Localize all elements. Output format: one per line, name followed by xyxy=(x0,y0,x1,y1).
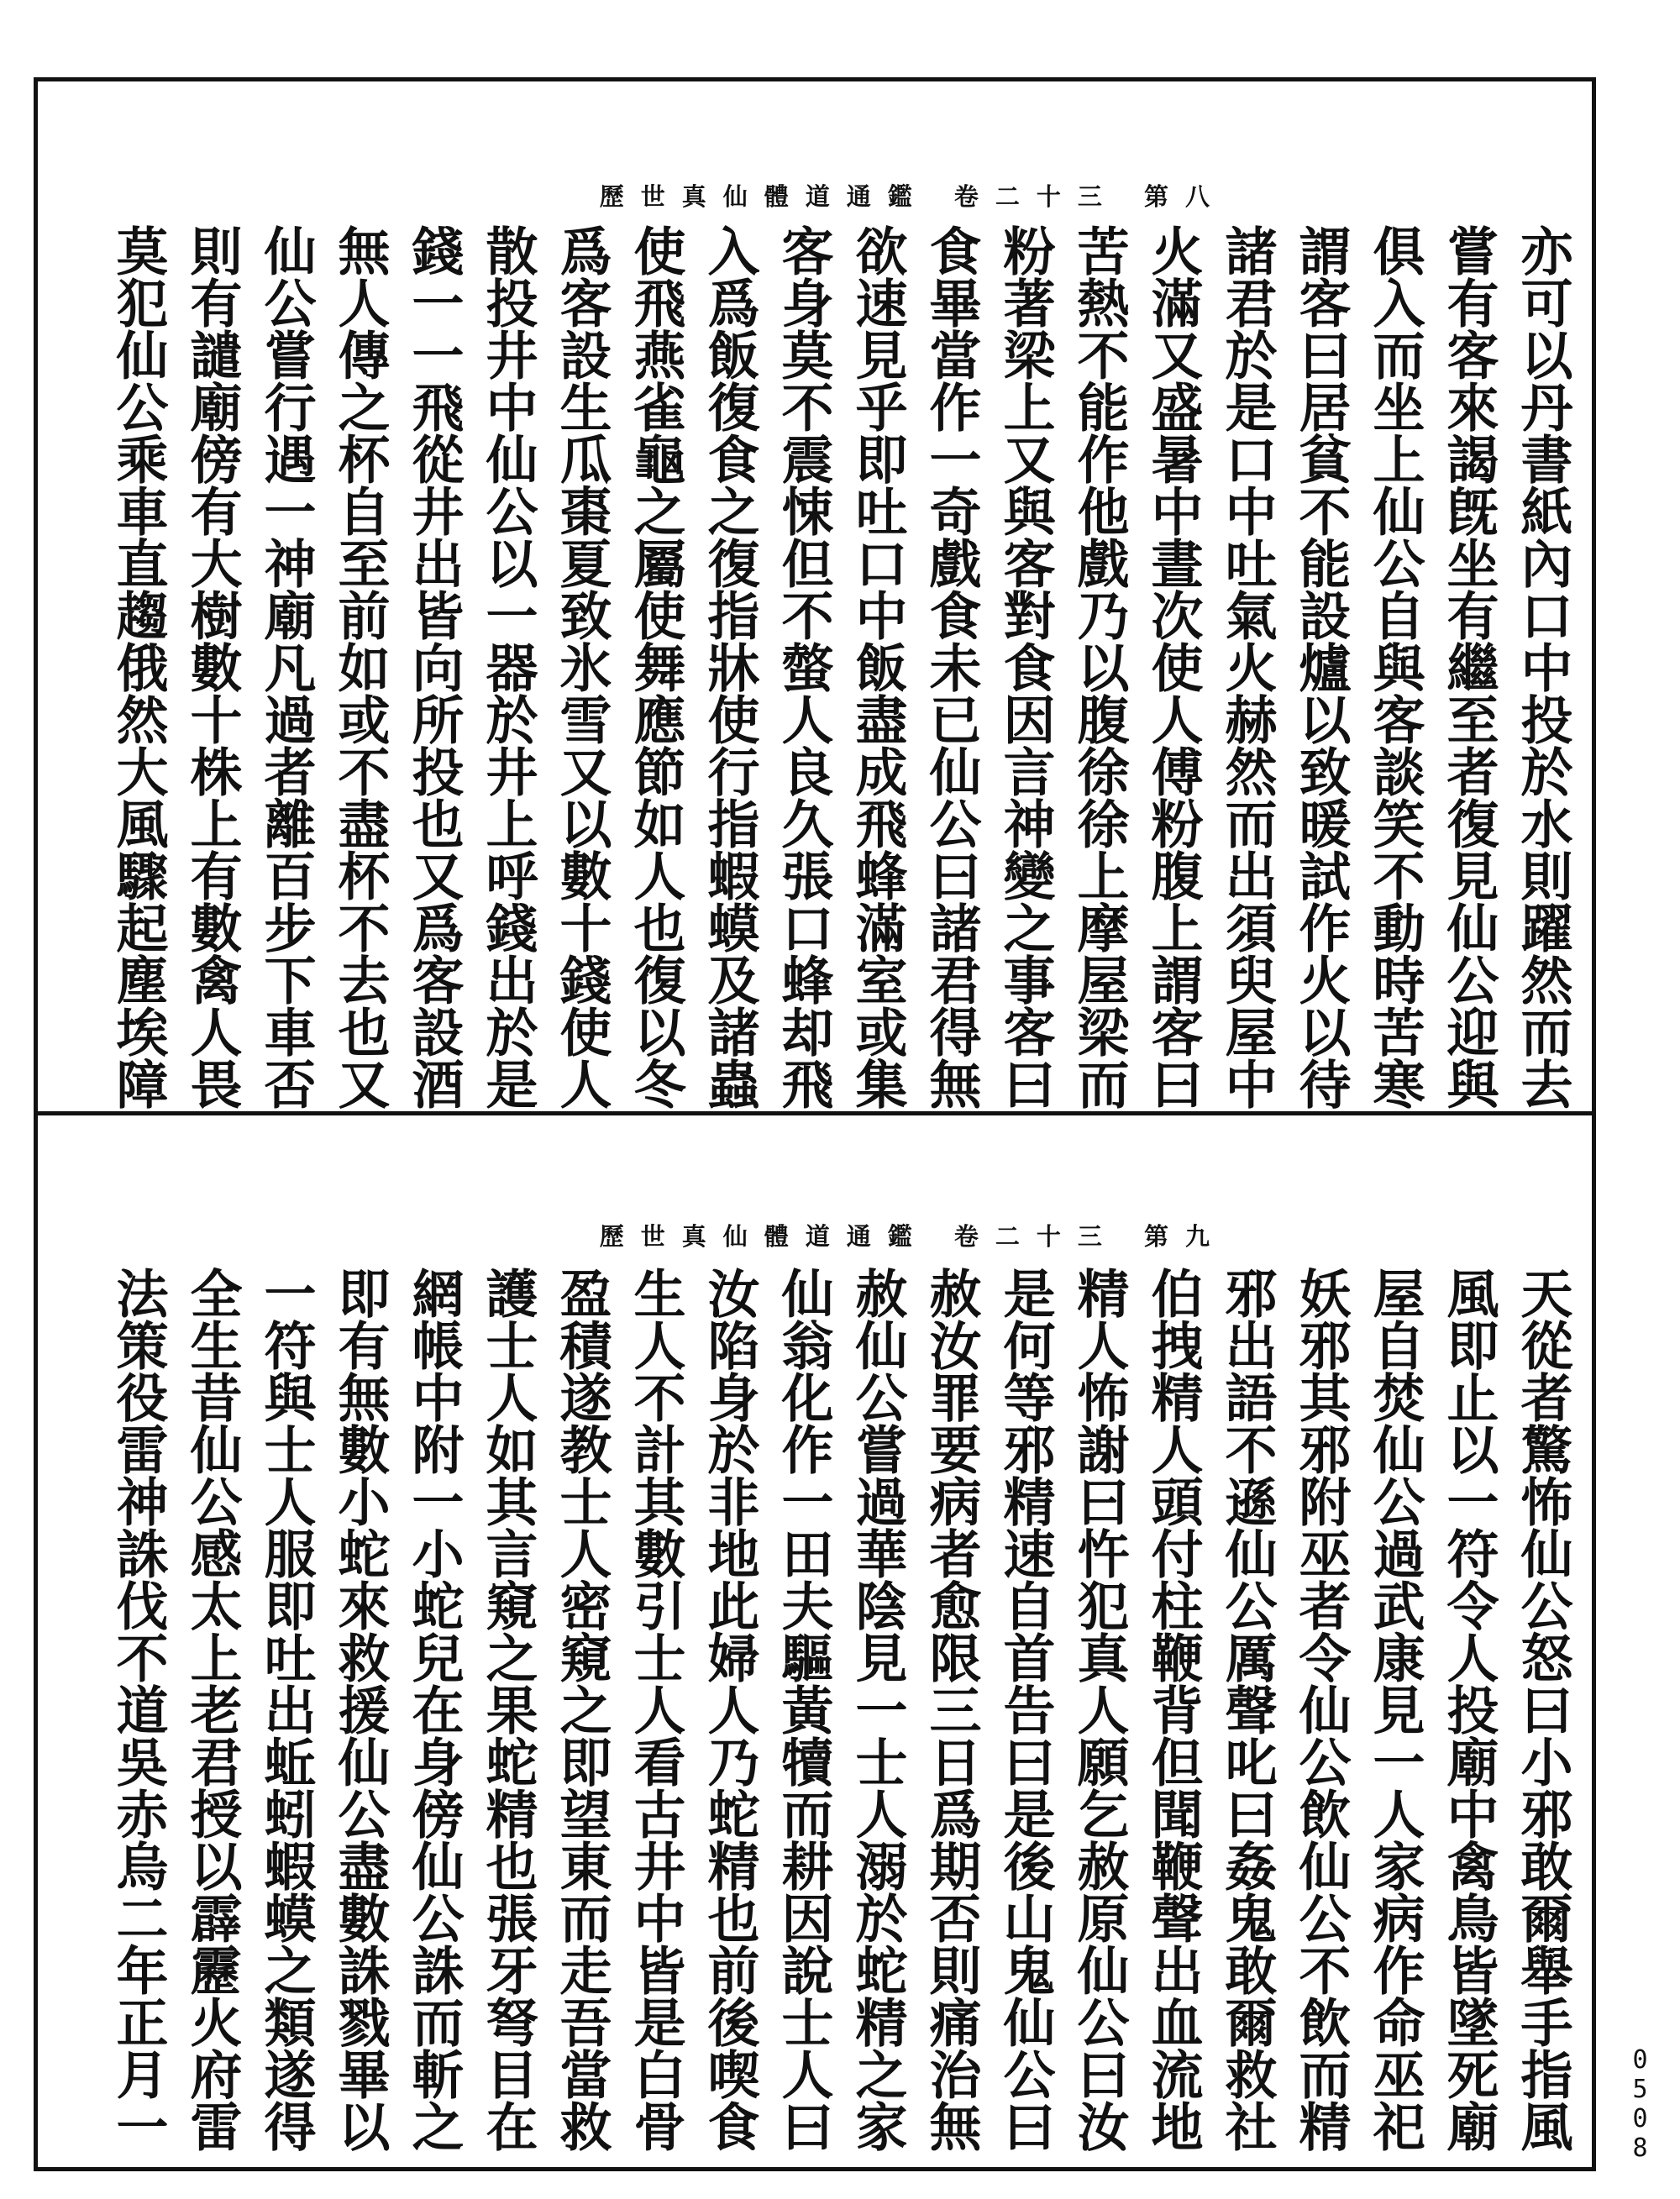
text-column: 散投井中仙公以一器於井上呼錢出於是 xyxy=(477,224,538,1110)
top-text-columns xyxy=(42,224,1588,1110)
panel-divider xyxy=(34,1111,1596,1115)
text-column: 客身莫不震悚但不螫人良久張口蜂却飛 xyxy=(773,224,834,1110)
text-column: 謂客曰居貧不能設爐以致暖試作火以待 xyxy=(1290,224,1352,1110)
text-column: 網帳中附一小蛇兒在身傍仙公誅而斬之 xyxy=(403,1267,465,2152)
text-column: 妖邪其邪附巫者令仙公飲仙公不飲而精 xyxy=(1290,1267,1352,2152)
top-panel xyxy=(42,86,1588,1110)
text-column: 法策役雷神誅伐不道吳赤烏二年正月一 xyxy=(108,1267,169,2152)
text-column: 粉著梁上又與客對食因言神變之事客曰 xyxy=(995,224,1056,1110)
text-column: 莫犯仙公乘車直趨俄然大風驟起塵埃障 xyxy=(108,224,169,1110)
text-column: 天從者驚怖仙公怒曰小邪敢爾舉手指風 xyxy=(1512,1267,1573,2152)
text-column: 仙翁化作一田夫驅黃犢而耕因說士人曰 xyxy=(773,1267,834,2152)
text-column: 嘗有客來謁旣坐有繼至者復見仙公迎與 xyxy=(1438,224,1499,1110)
text-column: 食畢當作一奇戲食未已仙公曰諸君得無 xyxy=(921,224,982,1110)
bottom-panel xyxy=(42,1120,1588,2165)
text-column: 盈積遂教士人密窺之即望東而走吾當救 xyxy=(551,1267,612,2152)
text-column: 即有無數小蛇來救援仙公盡數誅戮畢以 xyxy=(329,1267,391,2152)
text-column: 俱入而坐上仙公自與客談笑不動時苦寒 xyxy=(1364,224,1425,1110)
text-column: 爲客設生瓜棗夏致氷雪又以數十錢使人 xyxy=(551,224,612,1110)
text-column: 汝陷身於非地此婦人乃蛇精也前後喫食 xyxy=(699,1267,760,2152)
text-column: 生人不計其數引士人看古井中皆是白骨 xyxy=(625,1267,686,2152)
text-column: 赦仙公嘗過華陰見一士人溺於蛇精之家 xyxy=(847,1267,908,2152)
text-column: 諸君於是口中吐氣火赫然而出須臾屋中 xyxy=(1216,224,1278,1110)
top-panel-header: 歷世真仙體道通鑑 卷二十三 第八 xyxy=(599,182,1226,211)
bottom-panel-header: 歷世真仙體道通鑑 卷二十三 第九 xyxy=(599,1222,1226,1251)
text-column: 屋自焚仙公過武康見一人家病作命巫祀 xyxy=(1364,1267,1425,2152)
text-column: 是何等邪精速自首告曰是後山鬼仙公曰 xyxy=(995,1267,1056,2152)
text-column: 苦熱不能作他戲乃以腹徐徐上摩屋梁而 xyxy=(1068,224,1130,1110)
text-column: 邪出語不遜仙公厲聲叱曰姦鬼敢爾救社 xyxy=(1216,1267,1278,2152)
text-column: 一符與士人服即吐出蚯蚓蝦蟆之類遂得 xyxy=(255,1267,317,2152)
text-column: 欲速見乎即吐口中飯盡成飛蜂滿室或集 xyxy=(847,224,908,1110)
text-column: 入爲飯復食之復指牀使行指蝦蟆及諸蟲 xyxy=(699,224,760,1110)
text-column: 赦汝罪要病者愈限三日爲期否則痛治無 xyxy=(921,1267,982,2152)
text-column: 精人怖謝曰忤犯真人願乞赦原仙公曰汝 xyxy=(1068,1267,1130,2152)
text-column: 則有譴廟傍有大樹數十株上有數禽人畏 xyxy=(181,224,243,1110)
text-column: 錢一一飛從井出皆向所投也又爲客設酒 xyxy=(403,224,465,1110)
text-column: 全生昔仙公感太上老君授以霹靂火府雷 xyxy=(181,1267,243,2152)
bottom-text-columns xyxy=(42,1267,1588,2152)
text-column: 亦可以丹書紙內口中投於水則躍然而去 xyxy=(1512,224,1573,1110)
text-column: 使飛燕雀龜之屬使舞應節如人也復以冬 xyxy=(625,224,686,1110)
text-column: 火滿又盛暑中晝次使人傅粉腹上謂客曰 xyxy=(1142,224,1204,1110)
text-column: 伯拽精人頭付柱鞭背但聞鞭聲出血流地 xyxy=(1142,1267,1204,2152)
page-number: 0508 xyxy=(1625,2045,1655,2163)
text-column: 無人傳之杯自至前如或不盡杯不去也又 xyxy=(329,224,391,1110)
text-column: 風即止以一符令人投廟中禽鳥皆墜死廟 xyxy=(1438,1267,1499,2152)
text-column: 護士人如其言窺之果蛇精也張牙弩目在 xyxy=(477,1267,538,2152)
text-column: 仙公嘗行遇一神廟凡過者離百步下車否 xyxy=(255,224,317,1110)
